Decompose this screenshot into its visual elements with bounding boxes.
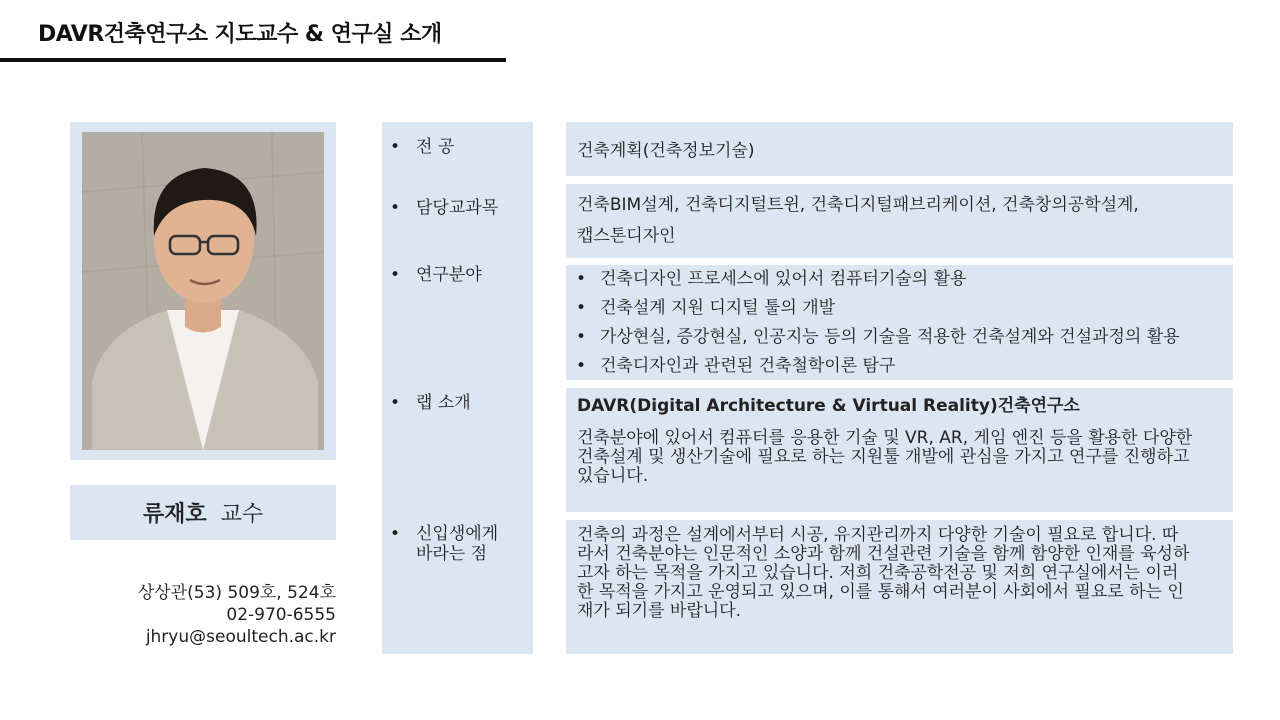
research-list <box>566 265 1233 381</box>
research-item: • 건축디자인 프로세스에 있어서 컴퓨터기술의 활용 <box>576 265 1233 294</box>
label-courses: • 담당교과목 <box>390 198 499 218</box>
label-column <box>382 122 533 654</box>
email-address[interactable]: jhryu@seoultech.ac.kr <box>145 627 336 647</box>
professor-title: 교수 <box>220 502 264 527</box>
major-cell <box>566 122 1233 176</box>
research-cell <box>566 265 1233 380</box>
professor-name-card <box>70 485 336 540</box>
label-message: • 신입생에게 바라는 점 <box>390 524 499 564</box>
research-item: • 건축설계 지원 디지털 툴의 개발 <box>576 294 1233 323</box>
portrait-frame <box>70 122 336 460</box>
portrait-photo <box>82 132 324 450</box>
label-major: • 전 공 <box>390 137 455 157</box>
message-text: 건축의 과정은 설계에서부터 시공, 유지관리까지 다양한 기술이 필요로 합니다. 따 라서 건축분야는 인문적인 소양과 함께 건설관련 기술을 함께 함양한 인재를 육성하 고자 하는 목적을 가지고 있습니다. 저희 건축공학전공 및 저희 연구실에서는 이러 한 목적을 가지고 운영되고 있으며, 이를 통해서 여러분이 사회에서 필요로 하는 인 재가 되기를 바랍니다. <box>577 525 1190 621</box>
courses-line-1: 건축BIM설계, 건축디지털트윈, 건축디지털패브리케이션, 건축창의공학설계, <box>577 195 1139 215</box>
courses-line-2: 캡스톤디자인 <box>577 226 676 246</box>
research-item: • 가상현실, 증강현실, 인공지능 등의 기술을 적용한 건축설계와 건설과정의 활용 <box>576 323 1233 352</box>
courses-cell <box>566 184 1233 258</box>
contact-info <box>138 582 336 648</box>
research-item: • 건축디자인과 관련된 건축철학이론 탐구 <box>576 352 1233 381</box>
portrait-illustration <box>82 132 324 450</box>
major-text: 건축계획(건축정보기술) <box>577 141 755 161</box>
lab-description: 건축분야에 있어서 컴퓨터를 응용한 기술 및 VR, AR, 게임 엔진 등을 활용한 다양한 건축설계 및 생산기술에 필요로 하는 지원툴 개발에 관심을 가지고 연구를 진행하고 있습니다. <box>577 428 1193 486</box>
lab-cell <box>566 388 1233 512</box>
title-underline <box>0 58 506 62</box>
office-location: 상상관(53) 509호, 524호 <box>137 583 336 603</box>
phone-number: 02-970-6555 <box>226 605 336 625</box>
label-lab: • 랩 소개 <box>390 393 471 413</box>
message-cell <box>566 520 1233 654</box>
page-title: DAVR건축연구소 지도교수 & 연구실 소개 <box>38 22 442 47</box>
label-research: • 연구분야 <box>390 265 482 285</box>
lab-heading: DAVR(Digital Architecture & Virtual Reality)건축연구소 <box>577 396 1080 416</box>
professor-name: 류재호 <box>142 502 207 527</box>
